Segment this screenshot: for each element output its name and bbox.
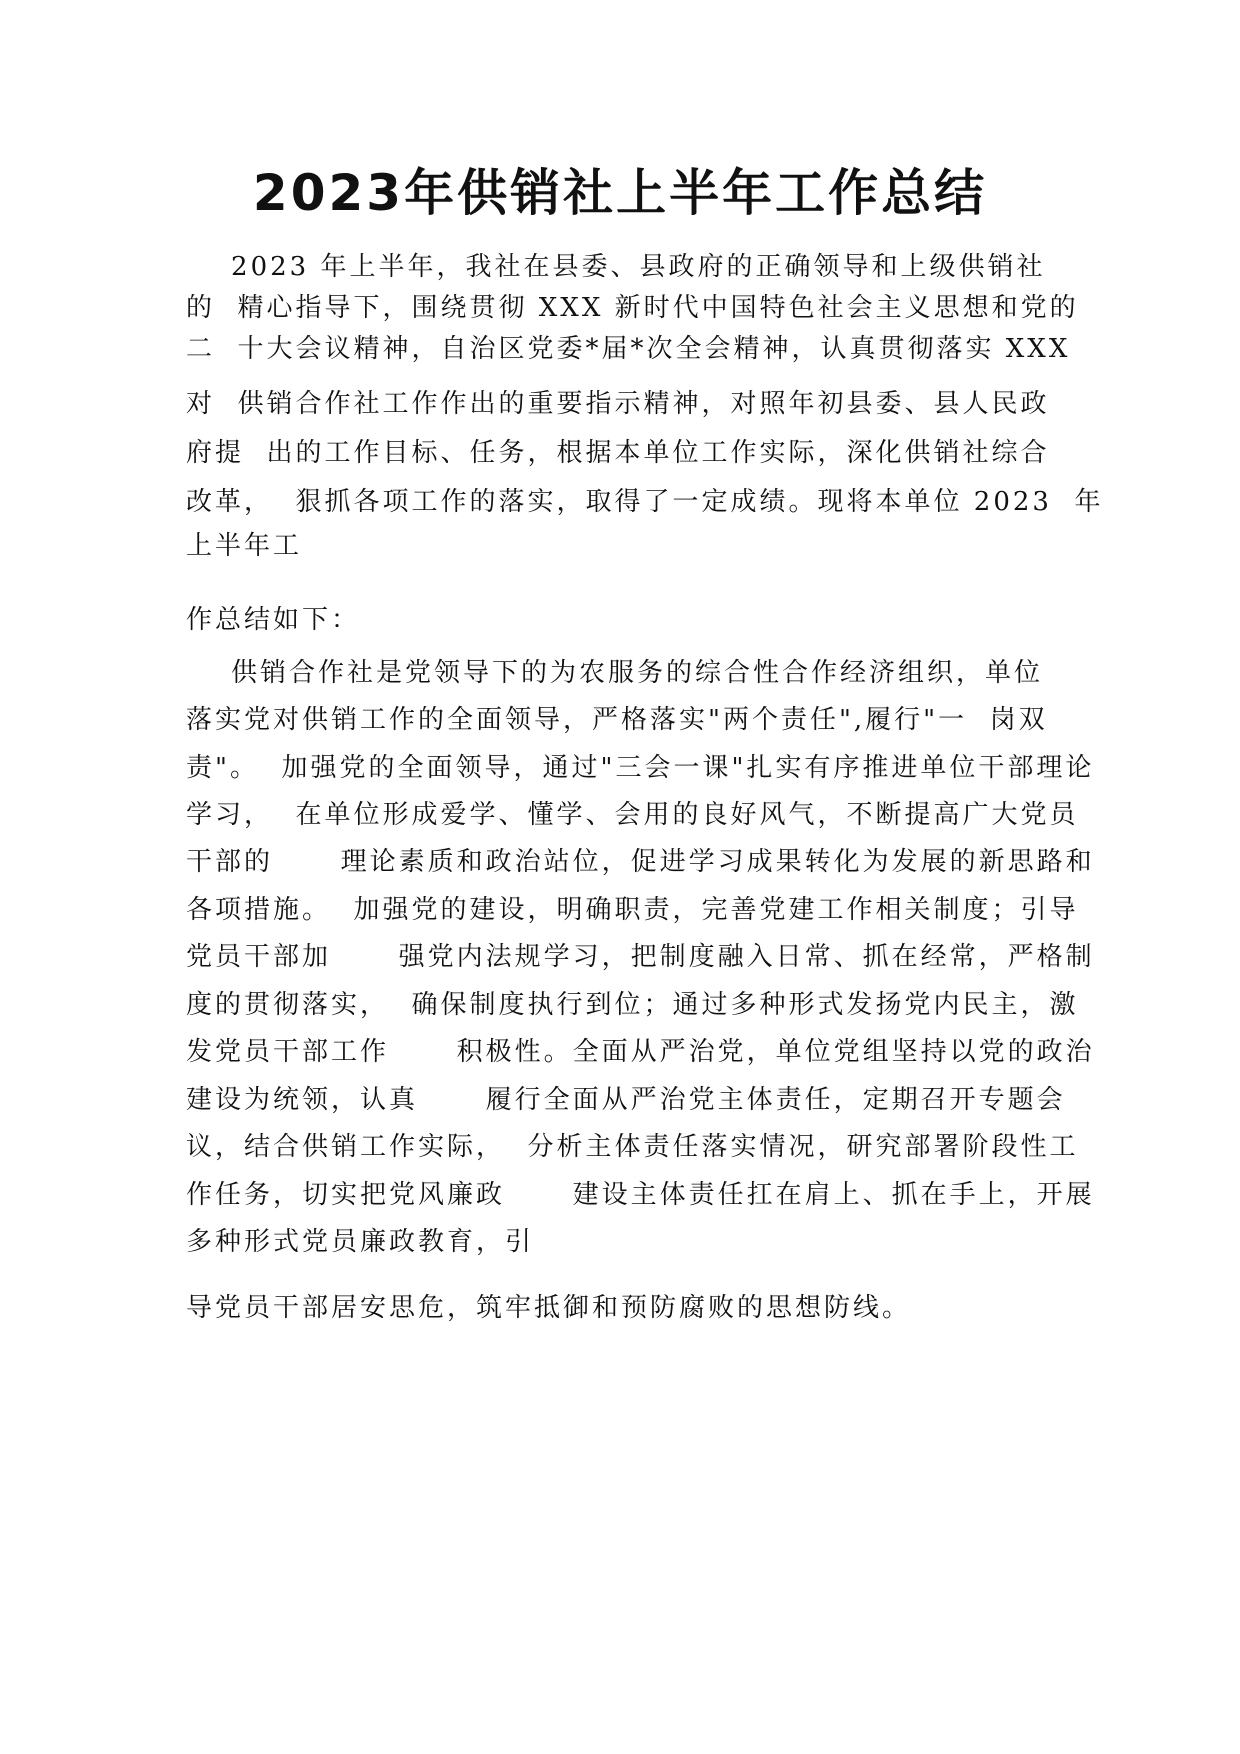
paragraph2-line: 议，结合供销工作实际， 分析主体责任落实情况，研究部署阶段性工: [186, 1132, 1079, 1162]
paragraph2-line: 各项措施。 加强党的建设，明确职责，完善党建工作相关制度；引导: [186, 895, 1079, 925]
paragraph2-line: 责"。 加强党的全面领导，通过"三会一课"扎实有序推进单位干部理论: [186, 753, 1095, 783]
paragraph1-line: 上半年工: [186, 531, 303, 561]
paragraph2-line: 学习， 在单位形成爱学、懂学、会用的良好风气，不断提高广大党员: [186, 800, 1079, 830]
paragraph2-line: 多种形式党员廉政教育，引: [186, 1227, 535, 1257]
paragraph2-line: 发党员干部工作 积极性。全面从严治党，单位党组坚持以党的政治: [186, 1037, 1095, 1067]
paragraph2-tail: 导党员干部居安思危，筑牢抵御和预防腐败的思想防线。: [186, 1293, 912, 1323]
paragraph2-line: 干部的 理论素质和政治站位，促进学习成果转化为发展的新思路和: [186, 847, 1095, 877]
paragraph2-line: 党员干部加 强党内法规学习，把制度融入日常、抓在经常，严格制: [186, 942, 1095, 972]
paragraph2-line: 建设为统领，认真 履行全面从严治党主体责任，定期召开专题会: [186, 1085, 1066, 1115]
document-title: 2023年供销社上半年工作总结: [252, 164, 988, 222]
paragraph1-tail: 作总结如下：: [186, 605, 361, 635]
paragraph1-line: 二 十大会议精神，自治区党委*届*次全会精神，认真贯彻落实 XXX: [186, 334, 1071, 364]
paragraph2-line: 度的贯彻落实， 确保制度执行到位；通过多种形式发扬党内民主，激: [186, 990, 1079, 1020]
paragraph1-line: 改革， 狠抓各项工作的落实，取得了一定成绩。现将本单位 2023 年: [186, 487, 1104, 517]
paragraph1-line: 2023 年上半年，我社在县委、县政府的正确领导和上级供销社: [186, 252, 1046, 282]
paragraph2-line: 落实党对供销工作的全面领导，严格落实"两个责任",履行"一 岗双: [186, 705, 1048, 735]
paragraph1-line: 对 供销合作社工作作出的重要指示精神，对照年初县委、县人民政: [186, 389, 1050, 419]
paragraph2-line: 作任务，切实把党风廉政 建设主体责任扛在肩上、抓在手上，开展: [186, 1180, 1095, 1210]
paragraph1-line: 的 精心指导下，围绕贯彻 XXX 新时代中国特色社会主义思想和党的: [186, 293, 1079, 323]
paragraph1-line: 府提 出的工作目标、任务，根据本单位工作实际，深化供销社综合: [186, 438, 1050, 468]
paragraph2-line: 供销合作社是党领导下的为农服务的综合性合作经济组织，单位: [186, 658, 1044, 688]
